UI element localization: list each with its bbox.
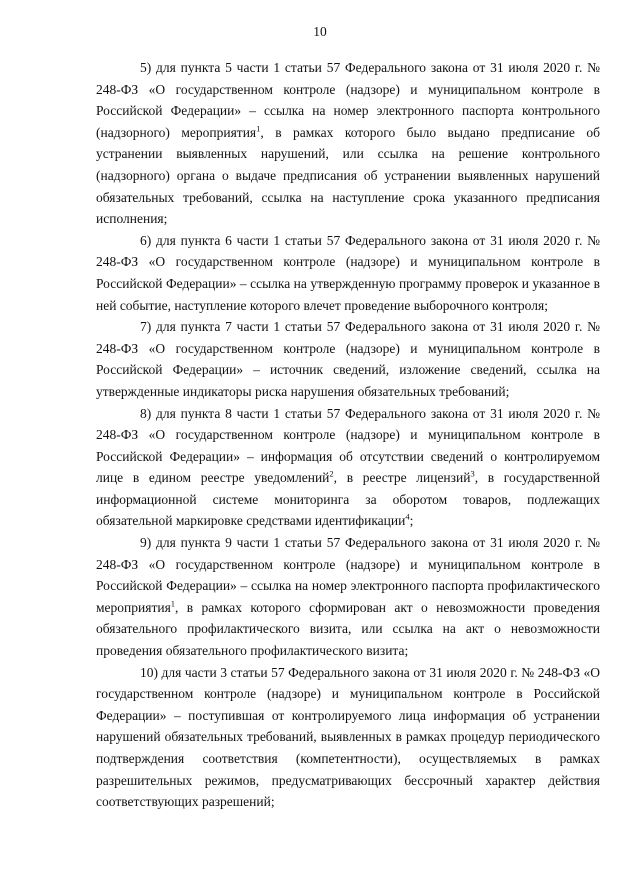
footnote-ref: 1 — [170, 598, 176, 609]
list-item-paragraph — [96, 403, 600, 533]
footnote-ref: 1 — [256, 123, 261, 134]
paragraph-text: 9) для пункта 9 части 1 статьи 57 Федерального закона от 31 июля 2020 г. № 248-ФЗ «О государственном контроле (надзоре) и муниципальном контроле в Российской Федерации» – ссылка на номер электронного паспорта профилактического мероприятия — [96, 535, 600, 615]
document-body — [96, 57, 600, 813]
paragraph-text: ; — [409, 513, 414, 529]
paragraph-text: 10) для части 3 статьи 57 Федерального закона от 31 июля 2020 г. № 248-ФЗ «О государственном контроле (надзоре) и муниципальном контроле в Российской Федерации» – поступившая от контролируемого лица информация об устранении нарушений обязательных требований, выявленных в рамках процедур периодического подтверждения соответствия (компетентности), осуществляемых в рамках разрешительных режимов, предусматривающих бессрочный характер действия соответствующих разрешений; — [96, 664, 600, 810]
paragraph-text: 8) для пункта 8 части 1 статьи 57 Федерального закона от 31 июля 2020 г. № 248-ФЗ «О государственном контроле (надзоре) и муниципальном контроле в Российской Федерации» – информация об отсутствии сведений о контролируемом лице в едином реестре уведомлений — [96, 405, 600, 486]
footnote-ref: 2 — [329, 468, 334, 479]
list-item-paragraph — [96, 230, 600, 316]
paragraph-text: , в реестре лицензий — [333, 470, 471, 486]
paragraph-text: , в рамках которого сформирован акт о невозможности проведения обязательного профилактического визита, или ссылка на акт о невозможности проведения обязательного профилактического визита; — [96, 599, 600, 659]
footnote-ref: 4 — [405, 511, 410, 522]
paragraph-text: 5) для пункта 5 части 1 статьи 57 Федерального закона от 31 июля 2020 г. № 248-ФЗ «О государственном контроле (надзоре) и муниципальном контроле в Российской Федерации» – ссылка на номер электронного паспорта контрольного (надзорного) мероприятия — [96, 60, 600, 140]
footnote-ref: 3 — [470, 468, 475, 479]
list-item-paragraph — [96, 532, 600, 662]
list-item-paragraph — [96, 57, 600, 230]
list-item-paragraph — [96, 662, 600, 813]
list-item-paragraph — [96, 316, 600, 402]
page-number: 10 — [313, 24, 327, 39]
paragraph-text: 6) для пункта 6 части 1 статьи 57 Федерального закона от 31 июля 2020 г. № 248-ФЗ «О государственном контроле (надзоре) и муниципальном контроле в Российской Федерации» – ссылка на утвержденную программу проверок и указанное в ней событие, наступление которого влечет проведение выборочного контроля; — [96, 232, 600, 313]
paragraph-text: 7) для пункта 7 части 1 статьи 57 Федерального закона от 31 июля 2020 г. № 248-ФЗ «О государственном контроле (надзоре) и муниципальном контроле в Российской Федерации» – источник сведений, изложение сведений, ссылка на утвержденные индикаторы риска нарушения обязательных требований; — [96, 319, 600, 399]
paragraph-text: , в государственной информационной системе мониторинга за оборотом товаров, подлежащих обязательной маркировке средствами идентификации — [96, 470, 600, 529]
paragraph-text: , в рамках которого было выдано предписание об устранении выявленных нарушений, или ссылка на решение контрольного (надзорного) органа о выдаче предписания об устранении выявленных нарушений обязательных требований, ссылка на наступление срока указанного предписания исполнения; — [96, 124, 600, 227]
